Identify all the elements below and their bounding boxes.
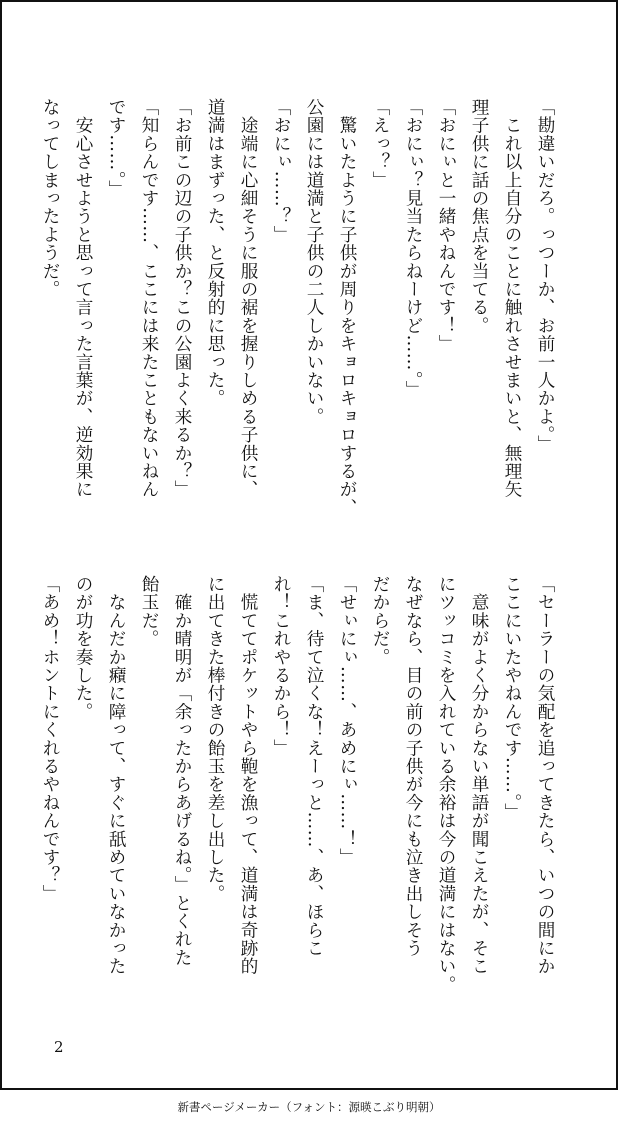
text-line: 「勘違いだろ。っつーか、お前一人かよ。」 xyxy=(535,98,555,454)
text-line: 「セーラーの気配を追ってきたら、いつの間にか xyxy=(535,575,555,976)
text-line: 理子供に話の焦点を当てる。 xyxy=(469,98,489,335)
text-line: 道満はまずった、と反射的に思った。 xyxy=(205,98,225,408)
page-number: 2 xyxy=(54,1038,64,1056)
text-line: のが功を奏した。 xyxy=(73,575,93,721)
text-line: 「知らんです……、ここには来たこともないねん xyxy=(139,98,159,499)
text-line: 飴玉だ。 xyxy=(139,575,159,648)
text-line: にツッコミを入れている余裕は今の道満にはない。 xyxy=(436,575,456,994)
text-line: 意味がよく分からない単語が聞こえたが、そこ xyxy=(469,575,489,976)
lower-text-block xyxy=(41,575,561,1025)
text-line: 驚いたように子供が周りをキョロキョロするが、 xyxy=(337,98,357,517)
text-line: 確か晴明が「余ったからあげるね。」とくれた xyxy=(172,575,192,967)
text-line: 途端に心細そうに服の裾を握りしめる子供に、 xyxy=(238,98,258,499)
text-line: これ以上自分のことに触れさせまいと、無理矢 xyxy=(502,98,522,499)
text-line: ここにいたやねんです……。」 xyxy=(502,575,522,821)
text-line: なんだか癪に障って、すぐに舐めていなかった xyxy=(106,575,126,976)
text-line: なぜなら、目の前の子供が今にも泣き出しそう xyxy=(403,575,423,958)
text-line: なってしまったようだ。 xyxy=(40,98,60,299)
text-line: 「おにぃ？見当たらねーけど……。」 xyxy=(403,98,423,399)
upper-text-block xyxy=(41,98,561,528)
text-line: れ！これやるから！」 xyxy=(271,575,291,757)
text-line: 「あめ！ホントにくれるやねんです？」 xyxy=(40,575,60,903)
text-line: 安心させようと思って言った言葉が、逆効果に xyxy=(73,98,93,499)
text-line: 「おにぃと一緒やねんです！」 xyxy=(436,98,456,353)
text-line: だからだ。 xyxy=(370,575,390,666)
text-line: 「お前この辺の子供か？この公園よく来るか？」 xyxy=(172,98,192,499)
text-line: 「おにぃ……？」 xyxy=(271,98,291,244)
footer-caption: 新書ページメーカー（フォント：源暎こぶり明朝） xyxy=(177,1100,441,1114)
text-line: 「えっ？」 xyxy=(370,98,390,189)
text-line: 「せぃにぃ……、あめにぃ……！」 xyxy=(337,575,357,867)
text-line: です……。」 xyxy=(106,98,126,199)
text-line: 慌ててポケットやら鞄を漁って、道満は奇跡的 xyxy=(238,575,258,976)
text-line: 公園には道満と子供の二人しかいない。 xyxy=(304,98,324,426)
text-line: に出てきた棒付きの飴玉を差し出した。 xyxy=(205,575,225,903)
text-line: 「ま、待て泣くな！えーっと……、あ、ほらこ xyxy=(304,575,324,958)
